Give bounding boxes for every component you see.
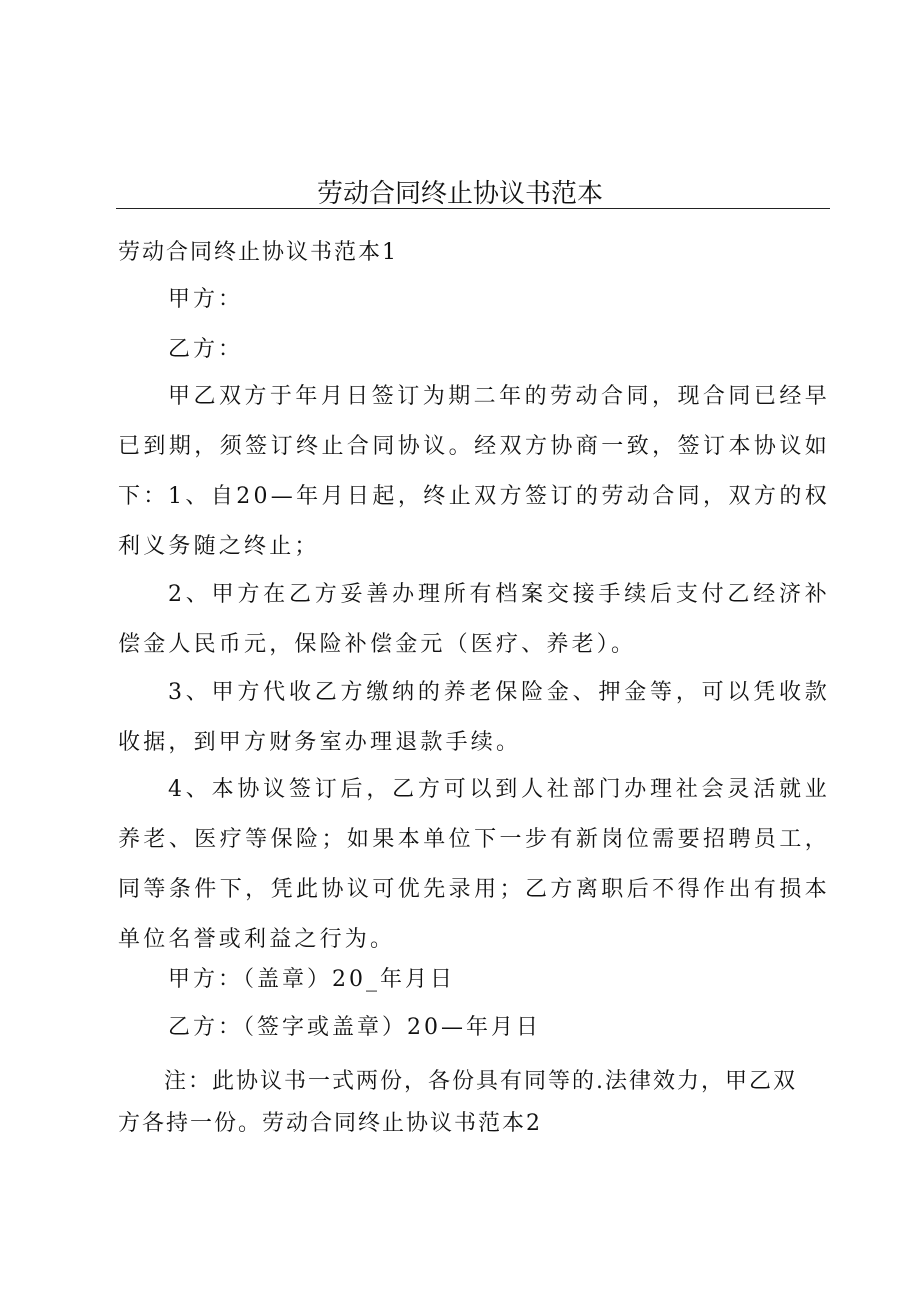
document-title: 劳动合同终止协议书范本	[316, 179, 603, 209]
title-underline	[116, 208, 830, 209]
signature-party-a: 甲方：（盖章）20_年月日	[168, 967, 455, 992]
paragraph-clause-1: 1、自20—年月日起，终止双方签订的劳动合同，双方的权利义务随之终止；	[118, 484, 830, 559]
party-b-label: 乙方：	[168, 337, 244, 362]
party-a-label: 甲方：	[168, 287, 244, 312]
signature-party-b: 乙方：（签字或盖章）20—年月日	[168, 1015, 541, 1040]
section-heading: 劳动合同终止协议书范本1	[118, 240, 398, 265]
footnote: 注：此协议书一式两份，各份具有同等的.法律效力，甲乙双方各持一份。劳动合同终止协议书范本2	[118, 1069, 797, 1136]
paragraph-intro: 甲乙双方于年月日签订为期二年的劳动合同，现合同已经早已到期，须签订终止合同协议。经双方协商一致，签订本协议如下：	[118, 384, 830, 509]
paragraph-clause-3: 3、甲方代收乙方缴纳的养老保险金、押金等，可以凭收款收据，到甲方财务室办理退款手续。	[118, 680, 830, 755]
paragraph-clause-4: 4、本协议签订后，乙方可以到人社部门办理社会灵活就业养老、医疗等保险；如果本单位下一步有新岗位需要招聘员工，同等条件下，凭此协议可优先录用；乙方离职后不得作出有损本单位名誉或利益之行为。	[118, 777, 830, 952]
paragraph-clause-2: 2、甲方在乙方妥善办理所有档案交接手续后支付乙经济补偿金人民币元，保险补偿金元（医疗、养老）。	[118, 582, 830, 657]
